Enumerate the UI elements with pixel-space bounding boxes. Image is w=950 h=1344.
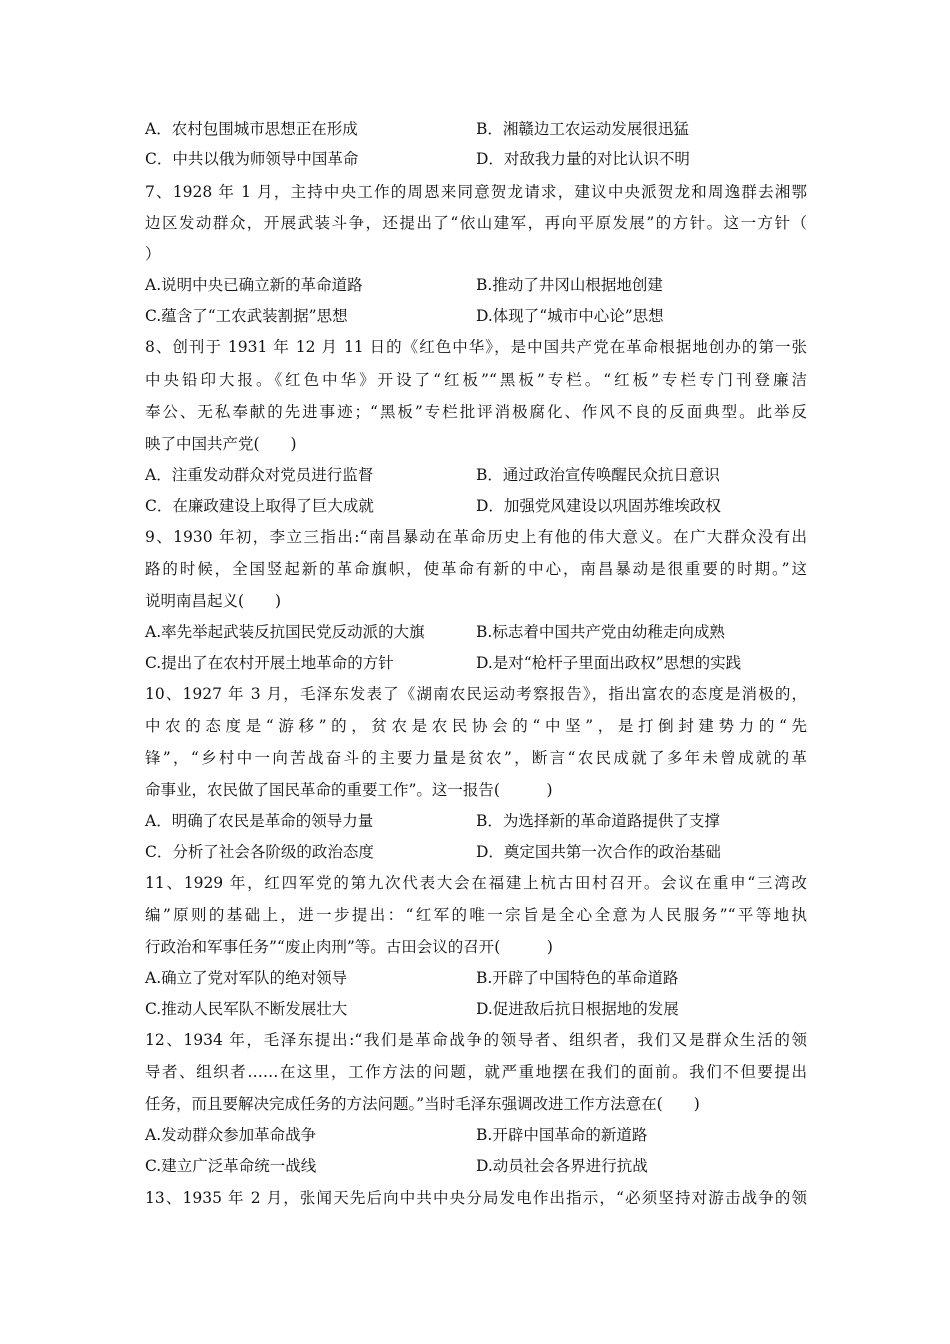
question-10-stem: 10、1927 年 3 月，毛泽东发表了《湖南农民运动考察报告》，指出富农的态度是消极的， [145, 685, 807, 703]
option-d: D．奠定国共第一次合作的政治基础 [476, 843, 721, 861]
question-11-stem: 行政治和军事任务”“废止肉刑”等。古田会议的召开( ) [145, 938, 553, 956]
option-a: A．农村包围城市思想正在形成 [145, 120, 358, 138]
question-9-stem: 路的时候，全国竖起新的革命旗帜，使革命有新的中心，南昌暴动是很重要的时期。”这 [145, 560, 807, 578]
option-c: C.建立广泛革命统一战线 [145, 1157, 317, 1175]
option-c: C.提出了在农村开展土地革命的方针 [145, 654, 394, 672]
option-b: B．为选择新的革命道路提供了支撑 [476, 812, 720, 830]
question-9-stem: 说明南昌起义( ) [145, 592, 282, 610]
option-b: B.开辟了中国特色的革命道路 [476, 969, 679, 987]
option-d: D.动员社会各界进行抗战 [476, 1157, 648, 1175]
question-8-stem: 8、创刊于 1931 年 12 月 11 日的《红色中华》，是中国共产党在革命根据地创办的第一张 [145, 338, 807, 356]
option-b: B.标志着中国共产党由幼稚走向成熟 [476, 623, 725, 641]
option-a: A．注重发动群众对党员进行监督 [145, 466, 374, 484]
question-8-stem: 中央铅印大报。《红色中华》开设了“红板”“黑板”专栏。“红板”专栏专门刊登廉洁 [145, 371, 807, 389]
option-a: A.确立了党对军队的绝对领导 [145, 969, 348, 987]
question-12-stem: 任务，而且要解决完成任务的方法问题。”当时毛泽东强调改进工作方法意在( ) [145, 1095, 700, 1113]
question-12-stem: 12、1934 年，毛泽东提出:“我们是革命战争的领导者、组织者，我们又是群众生活的领 [145, 1031, 807, 1049]
option-d: D．加强党风建设以巩固苏维埃政权 [476, 497, 721, 515]
option-c: C．中共以俄为师领导中国革命 [145, 150, 359, 168]
question-12-stem: 导者、组织者……在这里，工作方法的问题，就严重地摆在我们的面前。我们不但要提出 [145, 1063, 807, 1081]
option-d: D.促进敌后抗日根据地的发展 [476, 1000, 679, 1018]
option-a: A.说明中央已确立新的革命道路 [145, 276, 363, 294]
question-7-stem: ） [145, 245, 161, 263]
question-7-stem: 边区发动群众，开展武装斗争，还提出了“依山建军，再向平原发展”的方针。这一方针（ [145, 214, 807, 232]
question-10-stem: 命事业，农民做了国民革命的重要工作”。这一报告( ) [145, 781, 553, 799]
option-d: D.是对“枪杆子里面出政权”思想的实践 [476, 654, 742, 672]
option-a: A.发动群众参加革命战争 [145, 1126, 317, 1144]
question-8-stem: 奉公、无私奉献的先进事迹；“黑板”专栏批评消极腐化、作风不良的反面典型。此举反 [145, 403, 807, 421]
question-7-stem: 7、1928 年 1 月，主持中央工作的周恩来同意贺龙请求，建议中央派贺龙和周逸群去湘鄂 [145, 183, 807, 201]
option-d: D.体现了“城市中心论”思想 [476, 307, 664, 325]
option-c: C.推动人民军队不断发展壮大 [145, 1000, 348, 1018]
question-8-stem: 映了中国共产党( ) [145, 435, 297, 453]
option-c: C．在廉政建设上取得了巨大成就 [145, 497, 374, 515]
question-10-stem: 锋”，“乡村中一向苦战奋斗的主要力量是贫农”，断言“农民成就了多年未曾成就的革 [145, 749, 807, 767]
option-a: A.率先举起武装反抗国民党反动派的大旗 [145, 623, 425, 641]
question-13-stem: 13、1935 年 2 月，张闻天先后向中共中央分局发电作出指示，“必须坚持对游击战争的领 [145, 1189, 807, 1207]
option-c: C.蕴含了“工农武装割据”思想 [145, 307, 348, 325]
question-11-stem: 编”原则的基础上，进一步提出：“红军的唯一宗旨是全心全意为人民服务”“平等地执 [145, 906, 807, 924]
option-c: C．分析了社会各阶级的政治态度 [145, 843, 374, 861]
option-b: B.开辟中国革命的新道路 [476, 1126, 648, 1144]
option-b: B．湘赣边工农运动发展很迅猛 [476, 120, 689, 138]
question-10-stem: 中农的态度是“游移”的，贫农是农民协会的“中坚”，是打倒封建势力的“先 [145, 717, 807, 735]
option-b: B．通过政治宣传唤醒民众抗日意识 [476, 466, 720, 484]
option-d: D．对敌我力量的对比认识不明 [476, 150, 690, 168]
option-a: A．明确了农民是革命的领导力量 [145, 812, 374, 830]
question-9-stem: 9、1930 年初，李立三指出:“南昌暴动在革命历史上有他的伟大意义。在广大群众没有出 [145, 528, 807, 546]
option-b: B.推动了井冈山根据地创建 [476, 276, 663, 294]
question-11-stem: 11、1929 年，红四军党的第九次代表大会在福建上杭古田村召开。会议在重申“三湾改 [145, 874, 807, 892]
